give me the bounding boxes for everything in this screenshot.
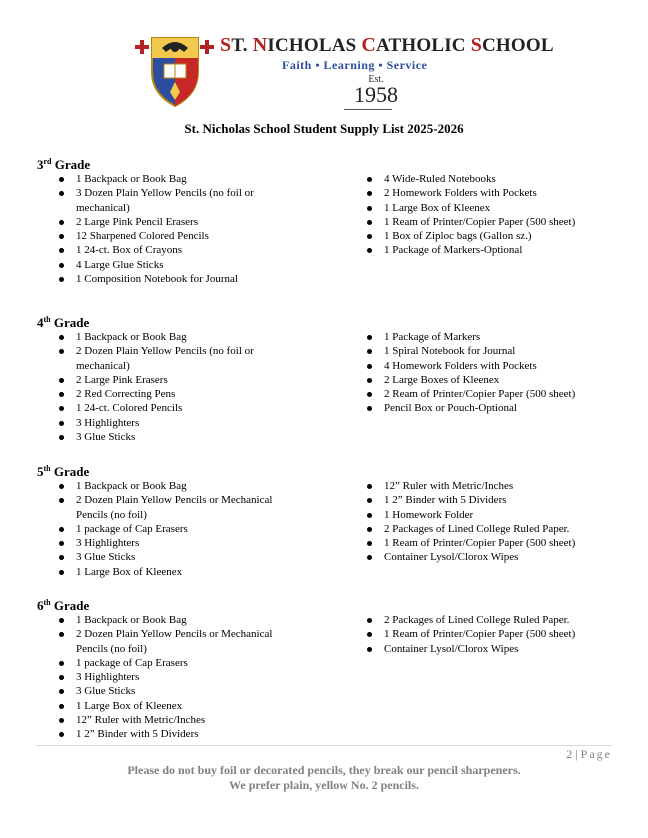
supply-item: 2 Large Pink Pencil Erasers [76,215,306,229]
supply-list-left [76,330,306,444]
supply-item: 1 2” Binder with 5 Dividers [76,727,306,741]
supply-item: 1 24-ct. Colored Pencils [76,401,306,415]
supply-item: 3 Glue Sticks [76,684,306,698]
supply-item: 3 Highlighters [76,536,306,550]
school-motto: Faith • Learning • Service [282,58,428,72]
supply-item: Container Lysol/Clorox Wipes [384,642,624,656]
supply-item: 2 Dozen Plain Yellow Pencils or Mechanical Pencils (no foil) [76,493,306,522]
year-underline [344,109,392,110]
supply-item: 1 Homework Folder [384,508,624,522]
supply-item: Pencil Box or Pouch-Optional [384,401,624,415]
supply-list-left [76,172,306,286]
supply-item: 3 Glue Sticks [76,550,306,564]
footer-note-line2: We prefer plain, yellow No. 2 pencils. [229,778,419,792]
grade-heading: 3rd Grade [37,157,91,172]
grade-heading: 4th Grade [37,315,90,330]
supply-item: 1 package of Cap Erasers [76,522,306,536]
supply-item: 1 package of Cap Erasers [76,656,306,670]
supply-item: 2 Dozen Plain Yellow Pencils or Mechanical Pencils (no foil) [76,627,306,656]
supply-item: 3 Glue Sticks [76,430,306,444]
supply-item: 1 Backpack or Book Bag [76,330,306,344]
supply-item: 1 24-ct. Box of Crayons [76,243,306,257]
supply-item: 12” Ruler with Metric/Inches [384,479,624,493]
supply-item: 2 Dozen Plain Yellow Pencils (no foil or mechanical) [76,344,306,373]
supply-item: 1 Spiral Notebook for Journal [384,344,624,358]
supply-item: 12” Ruler with Metric/Inches [76,713,306,727]
supply-item: 4 Homework Folders with Pockets [384,359,624,373]
supply-item: 2 Large Boxes of Kleenex [384,373,624,387]
supply-item: 2 Packages of Lined College Ruled Paper. [384,522,624,536]
supply-item: 12 Sharpened Colored Pencils [76,229,306,243]
footer-note-line1: Please do not buy foil or decorated pencils, they break our pencil sharpeners. [127,763,521,777]
supply-list-left [76,479,306,579]
grade-heading: 6th Grade [37,598,90,613]
supply-item: 1 Ream of Printer/Copier Paper (500 sheet) [384,627,624,641]
supply-item: 1 Ream of Printer/Copier Paper (500 sheet) [384,215,624,229]
established-label: Est. [368,74,384,85]
grade-heading: 5th Grade [37,464,90,479]
supply-item: 3 Dozen Plain Yellow Pencils (no foil or mechanical) [76,186,306,215]
supply-item: 3 Highlighters [76,416,306,430]
supply-item: 1 Large Box of Kleenex [384,201,624,215]
supply-item: 1 2” Binder with 5 Dividers [384,493,624,507]
supply-item: 1 Package of Markers [384,330,624,344]
supply-item: 1 Large Box of Kleenex [76,699,306,713]
school-name: ST. NICHOLAS CATHOLIC SCHOOL [220,34,554,56]
supply-item: 4 Large Glue Sticks [76,258,306,272]
supply-item: 1 Composition Notebook for Journal [76,272,306,286]
supply-item: 3 Highlighters [76,670,306,684]
supply-item: 1 Backpack or Book Bag [76,613,306,627]
supply-item: 1 Package of Markers-Optional [384,243,624,257]
footer-divider [36,745,612,746]
supply-item: 1 Ream of Printer/Copier Paper (500 sheet) [384,536,624,550]
supply-list-right [384,172,624,258]
supply-list-right [384,479,624,565]
supply-item: 2 Homework Folders with Pockets [384,186,624,200]
supply-item: 2 Red Correcting Pens [76,387,306,401]
school-crest-icon [134,34,216,108]
supply-item: 1 Large Box of Kleenex [76,565,306,579]
supply-list-right [384,613,624,656]
supply-item: 2 Packages of Lined College Ruled Paper. [384,613,624,627]
supply-item: 4 Wide-Ruled Notebooks [384,172,624,186]
supply-item: 1 Box of Ziploc bags (Gallon sz.) [384,229,624,243]
supply-item: 2 Large Pink Erasers [76,373,306,387]
supply-list-right [384,330,624,416]
school-header [0,30,648,110]
document-title: St. Nicholas School Student Supply List 2025-2026 [184,121,464,136]
supply-item: 1 Backpack or Book Bag [76,479,306,493]
supply-item: Container Lysol/Clorox Wipes [384,550,624,564]
supply-item: 1 Backpack or Book Bag [76,172,306,186]
supply-list-left [76,613,306,742]
supply-item: 2 Ream of Printer/Copier Paper (500 sheet) [384,387,624,401]
established-year: 1958 [354,82,398,107]
page-number: 2 | Page [566,747,612,761]
